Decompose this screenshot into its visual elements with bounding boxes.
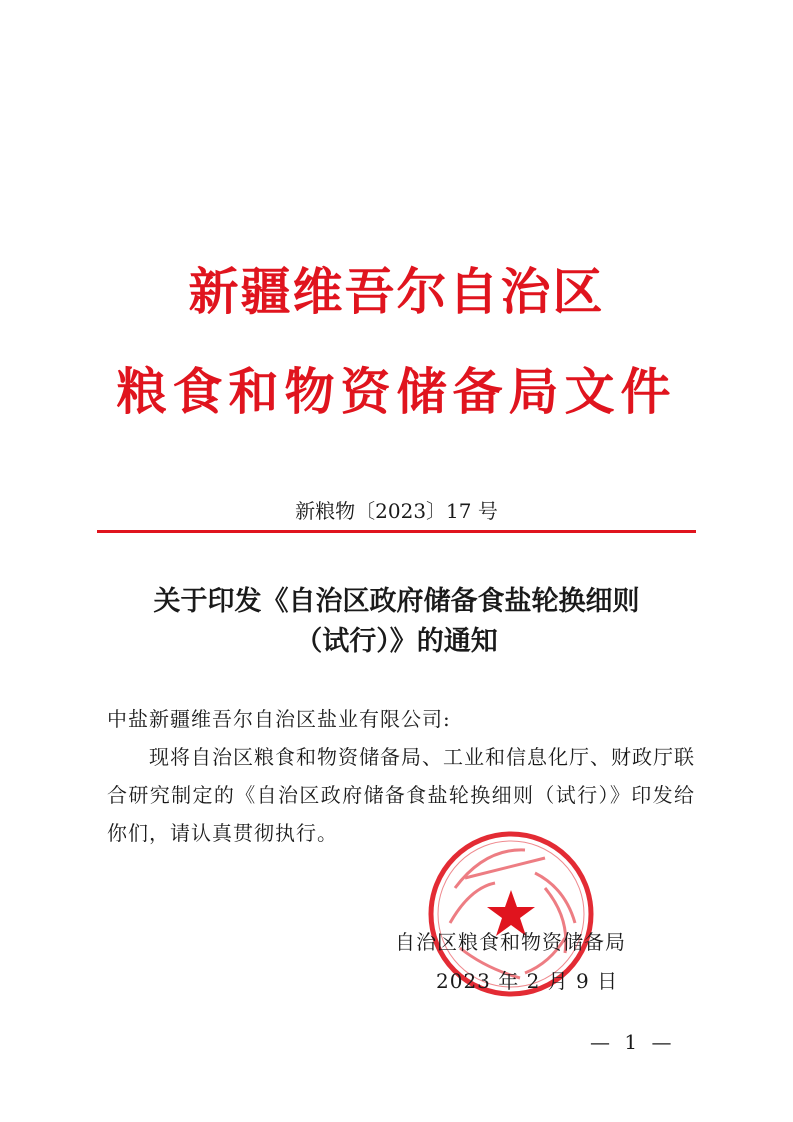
signing-organization: 自治区粮食和物资储备局 xyxy=(395,930,626,954)
page-number: — 1 — xyxy=(590,1030,676,1054)
notice-title-line1: 关于印发《自治区政府储备食盐轮换细则 xyxy=(153,586,640,617)
document-number: 新粮物〔2023〕17 号 xyxy=(295,499,498,523)
notice-title-line2: （试行）》的通知 xyxy=(295,626,498,657)
salutation: 中盐新疆维吾尔自治区盐业有限公司: xyxy=(107,707,451,731)
red-divider-line xyxy=(97,530,696,533)
document-header-title-line2: 粮食和物资储备局文件 xyxy=(116,362,677,421)
body-paragraph: 现将自治区粮食和物资储备局、工业和信息化厅、财政厅联合研究制定的《自治区政府储备食盐轮换细则（试行）》印发给你们，请认真贯彻执行。 xyxy=(107,745,695,845)
signing-date: 2023 年 2 月 9 日 xyxy=(436,969,619,993)
document-header-title-line1: 新疆维吾尔自治区 xyxy=(188,262,605,321)
